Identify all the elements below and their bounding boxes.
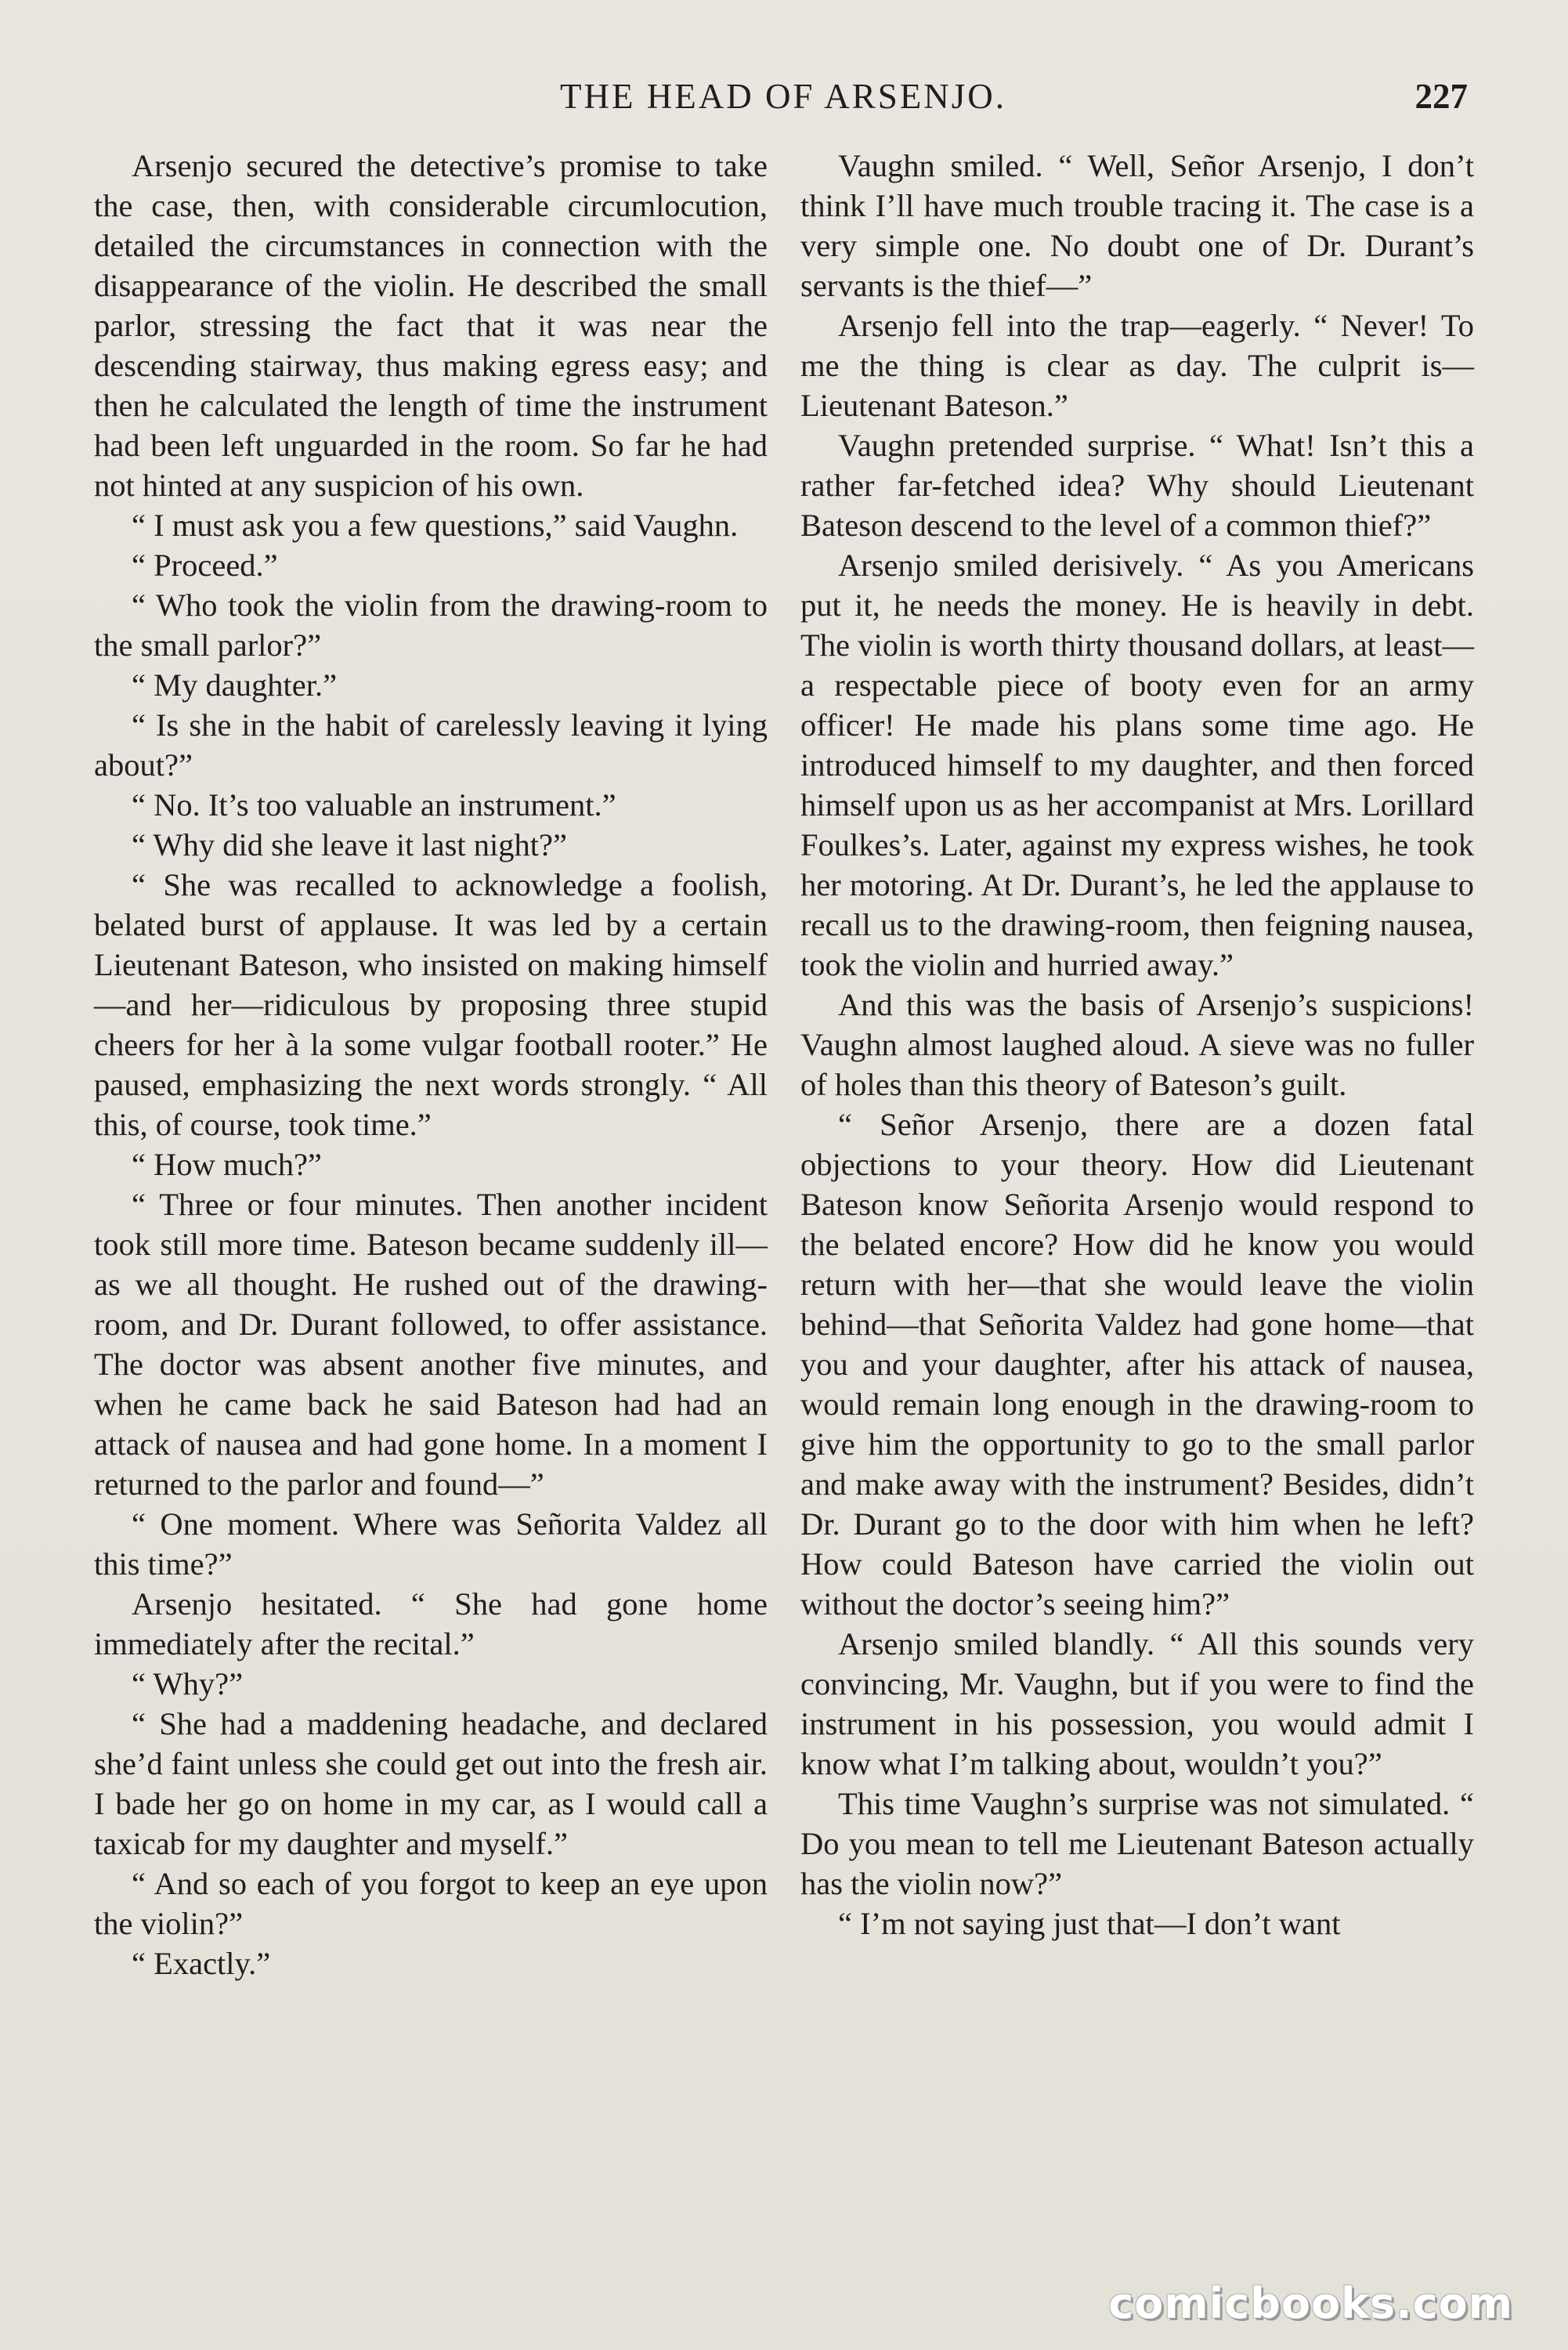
paragraph: Arsenjo smiled blandly. “ All this sounds very convincing, Mr. Vaughn, but if you were to find the instrument in his possession, you would admit I know what I’m talking about, wouldn’t you?”: [800, 1626, 1474, 1781]
page-header: [0, 69, 1568, 124]
paragraph: “ Why?”: [132, 1666, 244, 1701]
running-title: THE HEAD OF ARSENJO.: [559, 77, 1007, 116]
paragraph: “ Is she in the habit of carelessly leaving it lying about?”: [94, 707, 768, 783]
paragraph: “ Señor Arsenjo, there are a dozen fatal objections to your theory. How did Lieutenant Bateson know Señorita Arsenjo would respond to the belated encore? How did he know you would return with her—that she would leave the violin behind—that Señorita Valdez had gone home—that you and your daughter, after his attack of nausea, would remain long enough in the drawing-room to give him the opportunity to go to the small parlor and make away with the instrument? Besides, didn’t Dr. Durant go to the door with him when he left? How could Bateson have carried the violin out without the doctor’s seeing him?”: [800, 1107, 1474, 1622]
paragraph: Arsenjo fell into the trap—eagerly. “ Never! To me the thing is clear as day. The culprit is—Lieutenant Bateson.”: [800, 308, 1474, 423]
right-column: [800, 146, 1474, 1943]
paragraph: Arsenjo hesitated. “ She had gone home immediately after the recital.”: [94, 1586, 768, 1661]
paragraph: And this was the basis of Arsenjo’s suspicions! Vaughn almost laughed aloud. A sieve was no fuller of holes than this theory of Bateson’s guilt.: [800, 987, 1474, 1102]
paragraph: “ Who took the violin from the drawing-room to the small parlor?”: [94, 588, 768, 663]
paragraph: “ How much?”: [132, 1147, 322, 1182]
paragraph: Vaughn smiled. “ Well, Señor Arsenjo, I don’t think I’ll have much trouble tracing it. The case is a very simple one. No doubt one of Dr. Durant’s servants is the thief—”: [800, 148, 1474, 303]
paragraph: “ My daughter.”: [132, 667, 338, 703]
paragraph: Arsenjo secured the detective’s promise to take the case, then, with considerable circumlocution, detailed the circumstances in connection with the disappearance of the violin. He described the small parlor, stressing the fact that it was near the descending stairway, thus making egress easy; and then he calculated the length of time the instrument had been left unguarded in the room. So far he had not hinted at any suspicion of his own.: [94, 148, 768, 503]
paragraph: “ She was recalled to acknowledge a foolish, belated burst of applause. It was led by a certain Lieutenant Bateson, who insisted on making himself—and her—ridiculous by proposing three stupid cheers for her à la some vulgar football rooter.” He paused, emphasizing the next words strongly. “ All this, of course, took time.”: [94, 867, 768, 1142]
paragraph: “ Exactly.”: [132, 1946, 271, 1981]
watermark: comicbooks.com: [1108, 2279, 1513, 2328]
paragraph: Arsenjo smiled derisively. “ As you Americans put it, he needs the money. He is heavily in debt. The violin is worth thirty thousand dollars, at least—a respectable piece of booty even for an army officer! He made his plans some time ago. He introduced himself to my daughter, and then forced himself upon us as her accompanist at Mrs. Lorillard Foulkes’s. Later, against my express wishes, he took her motoring. At Dr. Durant’s, he led the applause to recall us to the drawing-room, then feigning nausea, took the violin and hurried away.”: [800, 548, 1474, 982]
page-number: 227: [1414, 77, 1468, 116]
paragraph: “ Why did she leave it last night?”: [132, 827, 567, 862]
paragraph: “ And so each of you forgot to keep an eye upon the violin?”: [94, 1866, 768, 1941]
paragraph: “ Three or four minutes. Then another incident took still more time. Bateson became suddenly ill—as we all thought. He rushed out of the drawing-room, and Dr. Durant followed, to offer assistance. The doctor was absent another five minutes, and when he came back he said Bateson had had an attack of nausea and had gone home. In a moment I returned to the parlor and found—”: [94, 1187, 768, 1502]
paragraph: This time Vaughn’s surprise was not simulated. “ Do you mean to tell me Lieutenant Bateson actually has the violin now?”: [800, 1786, 1474, 1901]
paragraph: “ One moment. Where was Señorita Valdez all this time?”: [94, 1506, 768, 1582]
paragraph: “ I’m not saying just that—I don’t want: [838, 1906, 1341, 1941]
paragraph: Vaughn pretended surprise. “ What! Isn’t this a rather far-fetched idea? Why should Lieutenant Bateson descend to the level of a common thief?”: [800, 428, 1474, 543]
left-column: [94, 146, 768, 1983]
paragraph: “ Proceed.”: [132, 548, 278, 583]
paragraph: “ I must ask you a few questions,” said Vaughn.: [132, 508, 739, 543]
paragraph: “ No. It’s too valuable an instrument.”: [132, 787, 616, 822]
paragraph: “ She had a maddening headache, and declared she’d faint unless she could get out into the fresh air. I bade her go on home in my car, as I would call a taxicab for my daughter and myself.”: [94, 1706, 768, 1861]
